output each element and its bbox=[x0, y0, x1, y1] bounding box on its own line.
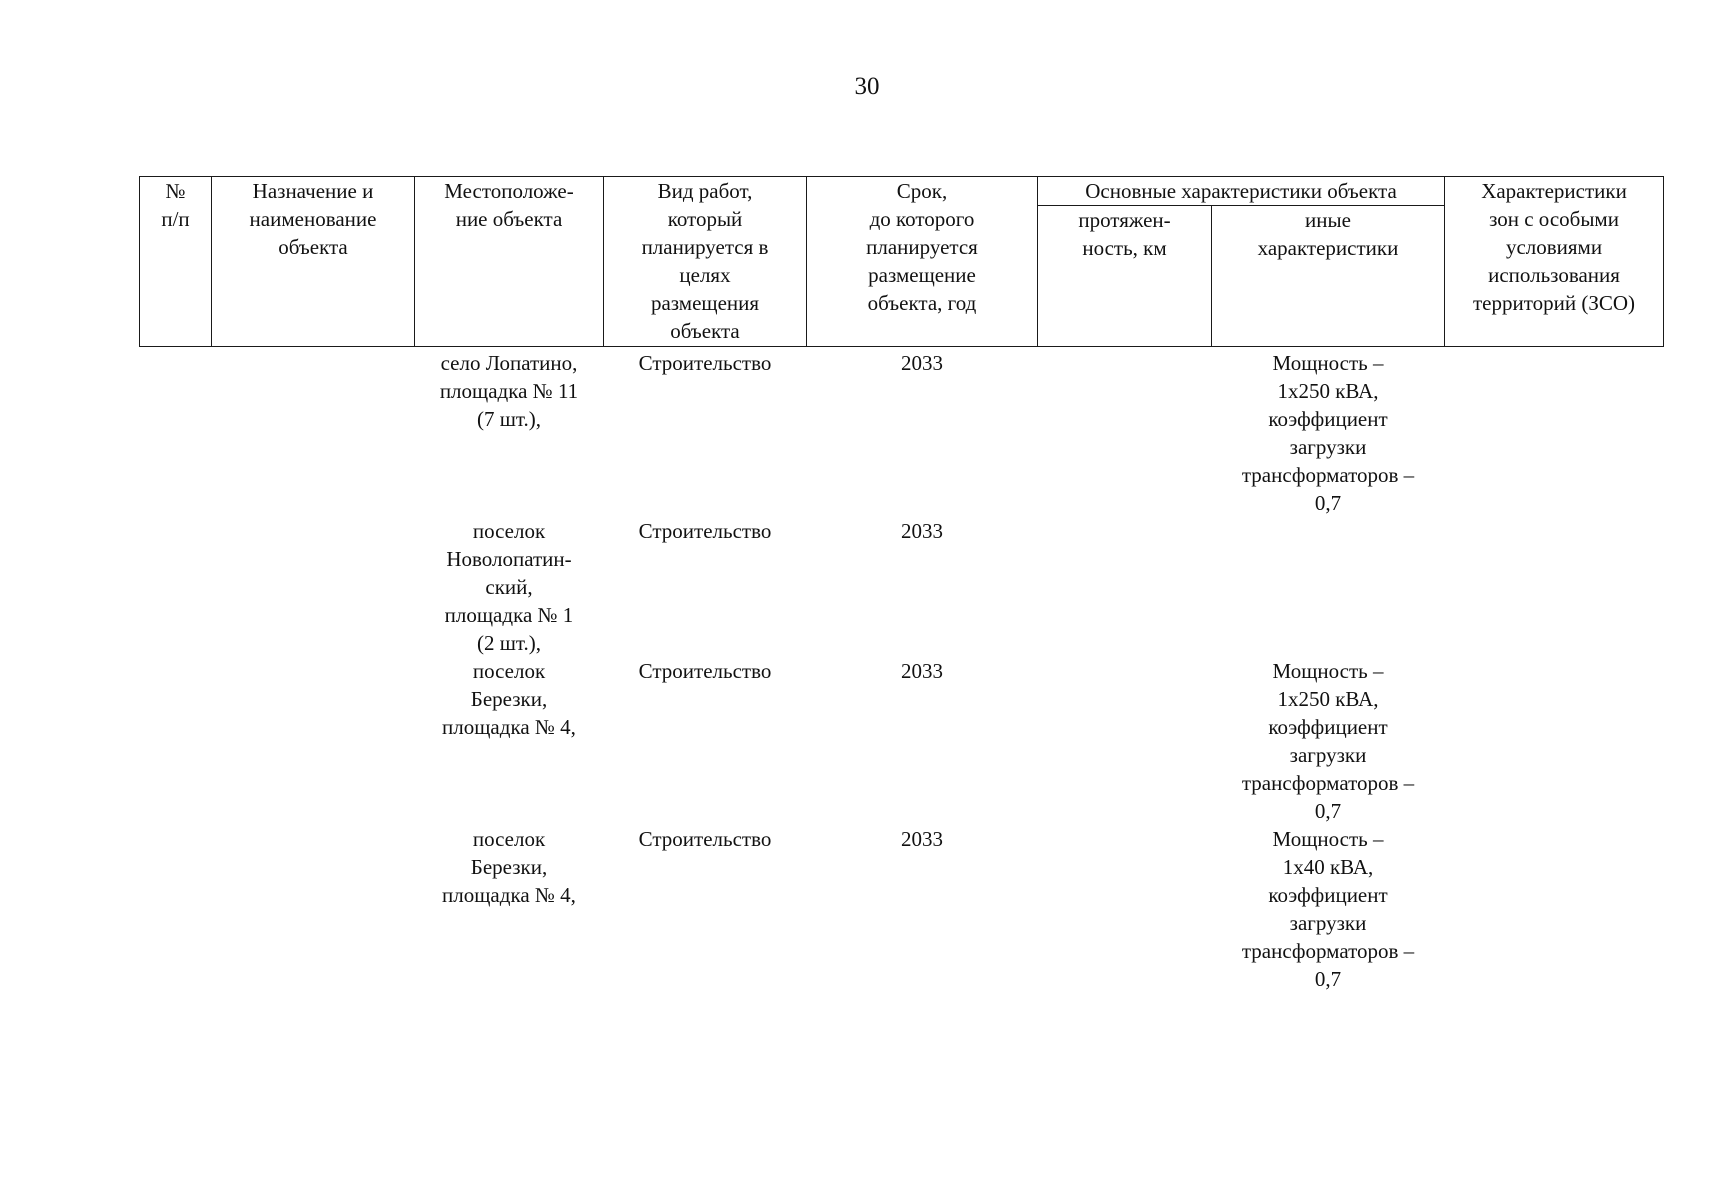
cell-length bbox=[1038, 825, 1212, 993]
cell-other-characteristics bbox=[1212, 517, 1445, 657]
cell-deadline: 2033 bbox=[901, 519, 943, 543]
cell-other-characteristics: Мощность – 1х40 кВА, коэффициент загрузки трансформаторов – 0,7 bbox=[1241, 827, 1415, 991]
header-purpose: Назначение и наименование объекта bbox=[212, 177, 415, 347]
cell-zones bbox=[1445, 825, 1664, 993]
header-deadline: Срок, до которого планируется размещение объекта, год bbox=[807, 177, 1038, 347]
cell-other-characteristics: Мощность – 1х250 кВА, коэффициент загрузки трансформаторов – 0,7 bbox=[1241, 659, 1415, 823]
cell-length bbox=[1038, 347, 1212, 518]
cell-zones bbox=[1445, 517, 1664, 657]
cell-purpose bbox=[212, 347, 415, 518]
cell-work-type: Строительство bbox=[638, 351, 772, 375]
cell-num bbox=[140, 517, 212, 657]
cell-work-type: Строительство bbox=[638, 519, 772, 543]
cell-location: поселок Березки, площадка № 4, bbox=[442, 659, 576, 739]
cell-work-type: Строительство bbox=[638, 659, 772, 683]
header-zones: Характеристики зон с особыми условиями использования территорий (ЗСО) bbox=[1445, 177, 1664, 347]
header-main-characteristics: Основные характеристики объекта bbox=[1038, 177, 1445, 206]
header-location: Местоположе- ние объекта bbox=[415, 177, 604, 347]
header-num: № п/п bbox=[140, 177, 212, 347]
cell-num bbox=[140, 347, 212, 518]
cell-length bbox=[1038, 657, 1212, 825]
table-row bbox=[140, 517, 1664, 657]
cell-deadline: 2033 bbox=[901, 351, 943, 375]
cell-deadline: 2033 bbox=[901, 827, 943, 851]
cell-num bbox=[140, 825, 212, 993]
cell-num bbox=[140, 657, 212, 825]
cell-other-characteristics: Мощность – 1х250 кВА, коэффициент загрузки трансформаторов – 0,7 bbox=[1241, 351, 1415, 515]
table-row bbox=[140, 825, 1664, 993]
table-header bbox=[140, 177, 1664, 347]
cell-length bbox=[1038, 517, 1212, 657]
cell-location: поселок Березки, площадка № 4, bbox=[442, 827, 576, 907]
table-row bbox=[140, 347, 1664, 518]
cell-deadline: 2033 bbox=[901, 659, 943, 683]
table-body bbox=[140, 347, 1664, 994]
document-table bbox=[139, 176, 1664, 993]
cell-work-type: Строительство bbox=[638, 827, 772, 851]
header-other-characteristics: иные характеристики bbox=[1212, 206, 1445, 347]
table-row bbox=[140, 657, 1664, 825]
page-number: 30 bbox=[854, 73, 880, 100]
cell-zones bbox=[1445, 657, 1664, 825]
header-work-type: Вид работ, который планируется в целях размещения объекта bbox=[604, 177, 807, 347]
header-length: протяжен- ность, км bbox=[1038, 206, 1212, 347]
cell-purpose bbox=[212, 825, 415, 993]
cell-zones bbox=[1445, 347, 1664, 518]
cell-location: село Лопатино, площадка № 11 (7 шт.), bbox=[439, 351, 579, 431]
cell-purpose bbox=[212, 657, 415, 825]
cell-purpose bbox=[212, 517, 415, 657]
document-table-container bbox=[139, 176, 1663, 993]
cell-location: поселок Новолопатин- ский, площадка № 1 (2 шт.), bbox=[444, 519, 574, 655]
